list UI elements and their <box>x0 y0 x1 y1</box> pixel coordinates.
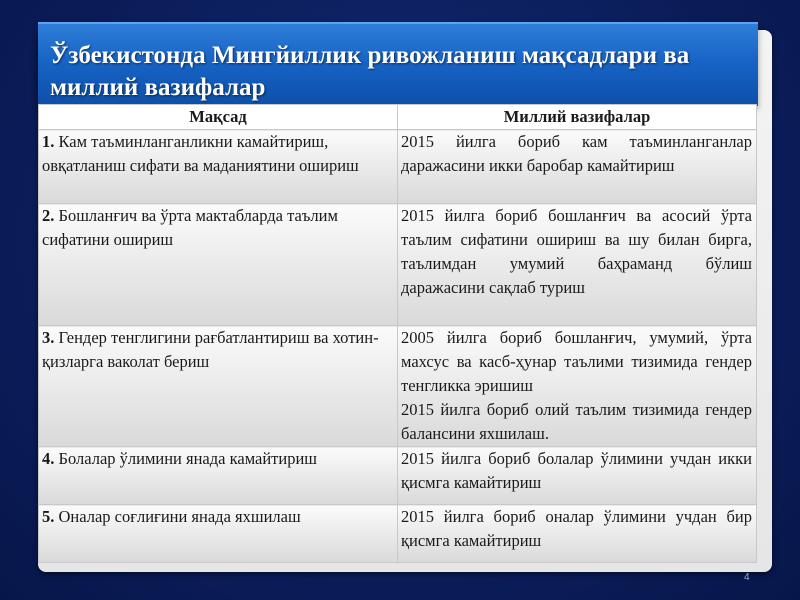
table-row <box>39 326 757 447</box>
goal-cell <box>39 326 398 447</box>
task-text: 2015 йилга бориб болалар ўлимини учдан икки қисмга камайтириш <box>401 449 752 492</box>
task-cell <box>398 447 757 505</box>
table-row <box>39 447 757 505</box>
goal-text: Оналар соғлиғини янада яхшилаш <box>58 507 301 526</box>
task-text: 2015 йилга бориб кам таъминланганлар даражасини икки баробар камайтириш <box>401 132 752 175</box>
table-header-row <box>39 105 757 130</box>
page-number: 4 <box>744 572 750 583</box>
column-header-tasks: Миллий вазифалар <box>398 105 757 130</box>
goal-number: 2. <box>42 206 55 225</box>
task-text: 2015 йилга бориб олий таълим тизимида гендер балансини яхшилаш. <box>401 400 752 443</box>
goal-number: 5. <box>42 507 55 526</box>
goal-text: Гендер тенглигини рағбатлантириш ва хотин-қизларга ваколат бериш <box>42 328 379 371</box>
task-cell <box>398 130 757 204</box>
goal-text: Болалар ўлимини янада камайтириш <box>58 449 317 468</box>
table-row <box>39 130 757 204</box>
goal-cell <box>39 447 398 505</box>
goal-number: 1. <box>42 132 55 151</box>
task-cell <box>398 326 757 447</box>
slide-title: Ўзбекистонда Мингйиллик ривожланиш мақсадлари ва миллий вазифалар <box>50 42 690 101</box>
goal-text: Бошланғич ва ўрта мактабларда таълим сифатини ошириш <box>42 206 338 249</box>
goal-number: 4. <box>42 449 55 468</box>
column-header-goal: Мақсад <box>39 105 398 130</box>
goal-cell <box>39 505 398 563</box>
goals-table <box>38 104 757 563</box>
goal-cell <box>39 204 398 326</box>
task-text: 2015 йилга бориб оналар ўлимини учдан бир қисмга камайтириш <box>401 507 752 550</box>
goal-cell <box>39 130 398 204</box>
goal-number: 3. <box>42 328 55 347</box>
task-text: 2015 йилга бориб бошланғич ва асосий ўрта таълим сифатини ошириш ва шу билан бирга, таълимдан умумий баҳраманд бўлиш даражасини сақлаб туриш <box>401 206 752 297</box>
table-row <box>39 204 757 326</box>
goal-text: Кам таъминланганликни камайтириш, овқатланиш сифати ва маданиятини ошириш <box>42 132 359 175</box>
title-banner <box>38 22 758 106</box>
table-row <box>39 505 757 563</box>
task-cell <box>398 505 757 563</box>
task-text: 2005 йилга бориб бошланғич, умумий, ўрта махсус ва касб-ҳунар таълими тизимида гендер тенгликка эришиш <box>401 328 752 395</box>
task-cell <box>398 204 757 326</box>
